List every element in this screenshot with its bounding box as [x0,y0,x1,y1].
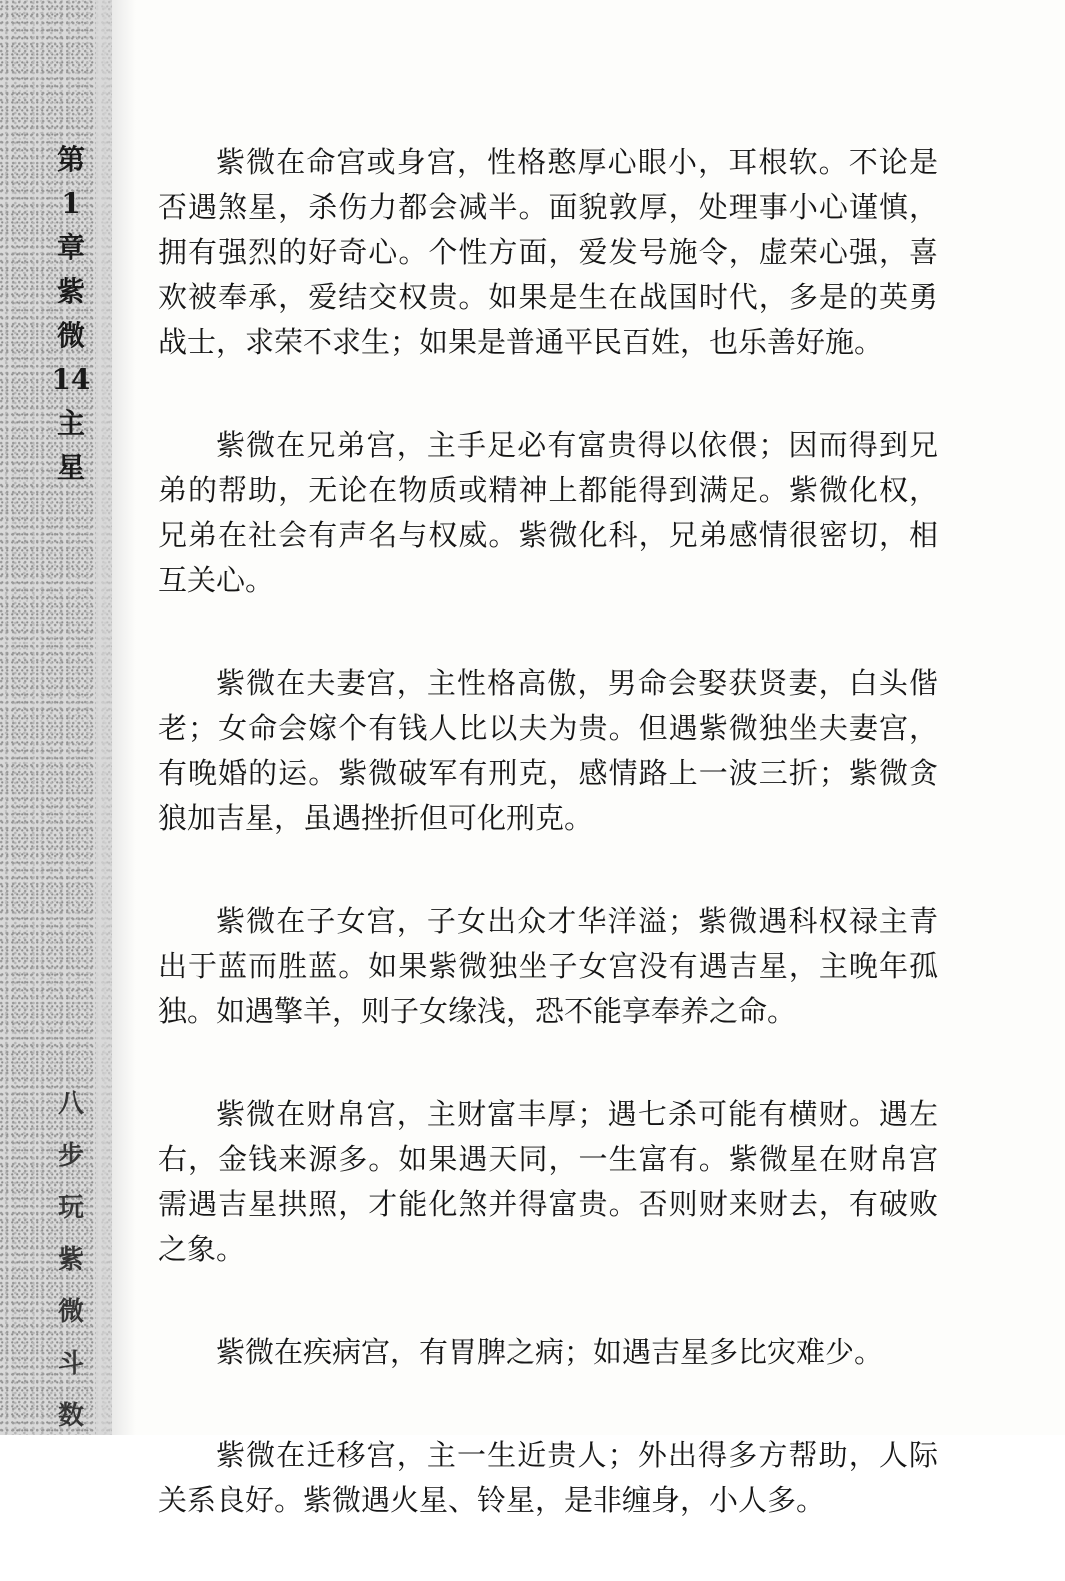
paragraph-jibing-gong: 紫微在疾病宫，有胃脾之病；如遇吉星多比灾难少。 [216,1335,884,1369]
series-title-char: 斗 [57,1349,84,1379]
binding-strip-fade [96,0,136,1435]
paragraph-ming-gong: 紫微在命宫或身宫，性格憨厚心眼小，耳根软。不论是否遇煞星，杀伤力都会减半。面貌敦厚，处理事小心谨慎，拥有强烈的好奇心。个性方面，爱发号施令，虚荣心强，喜欢被奉承，爱结交权贵。如果是生在战国时代，多是的英勇战士，求荣不求生；如果是普通平民百姓，也乐善好施。 [158,145,938,359]
series-title-char: 紫 [57,1245,84,1275]
series-title-char: 玩 [57,1193,84,1223]
paragraph-qianyi-gong: 紫微在迁移宫，主一生近贵人；外出得多方帮助，人际关系良好。紫微遇火星、铃星，是非缠身，小人多。 [158,1438,938,1517]
series-title-char: 八 [57,1089,84,1119]
series-title-char: 步 [57,1141,84,1171]
chapter-title-char: 主 [56,407,85,440]
chapter-title-char: 1 [61,187,81,220]
series-title-vertical [48,1078,94,1442]
chapter-title-char: 第 [56,143,85,176]
paragraph-fuqi-gong: 紫微在夫妻宫，主性格高傲，男命会娶获贤妻，白头偕老；女命会嫁个有钱人比以夫为贵。但遇紫微独坐夫妻宫，有晚婚的运。紫微破军有刑克，感情路上一波三折；紫微贪狼加吉星，虽遇挫折但可化刑克。 [158,666,938,835]
paragraph-caibo-gong: 紫微在财帛宫，主财富丰厚；遇七杀可能有横财。遇左右，金钱来源多。如果遇天同，一生富有。紫微星在财帛宫需遇吉星拱照，才能化煞并得富贵。否则财来财去，有破败之象。 [158,1097,938,1266]
chapter-title-char: 微 [56,319,85,352]
series-title-char: 数 [57,1401,84,1431]
paragraph-zinv-gong: 紫微在子女宫，子女出众才华洋溢；紫微遇科权禄主青出于蓝而胜蓝。如果紫微独坐子女宫没有遇吉星，主晚年孤独。如遇擎羊，则子女缘浅，恐不能享奉养之命。 [158,904,938,1028]
chapter-title-char: 星 [56,451,85,484]
chapter-title-char: 章 [56,231,85,264]
chapter-title-vertical [48,138,94,490]
chapter-title-char: 14 [51,363,91,396]
body-text [158,140,938,1581]
series-title-char: 微 [57,1297,84,1327]
chapter-title-char: 紫 [56,275,85,308]
paragraph-xiongdi-gong: 紫微在兄弟宫，主手足必有富贵得以依偎；因而得到兄弟的帮助，无论在物质或精神上都能得到满足。紫微化权，兄弟在社会有声名与权威。紫微化科，兄弟感情很密切，相互关心。 [158,428,938,597]
